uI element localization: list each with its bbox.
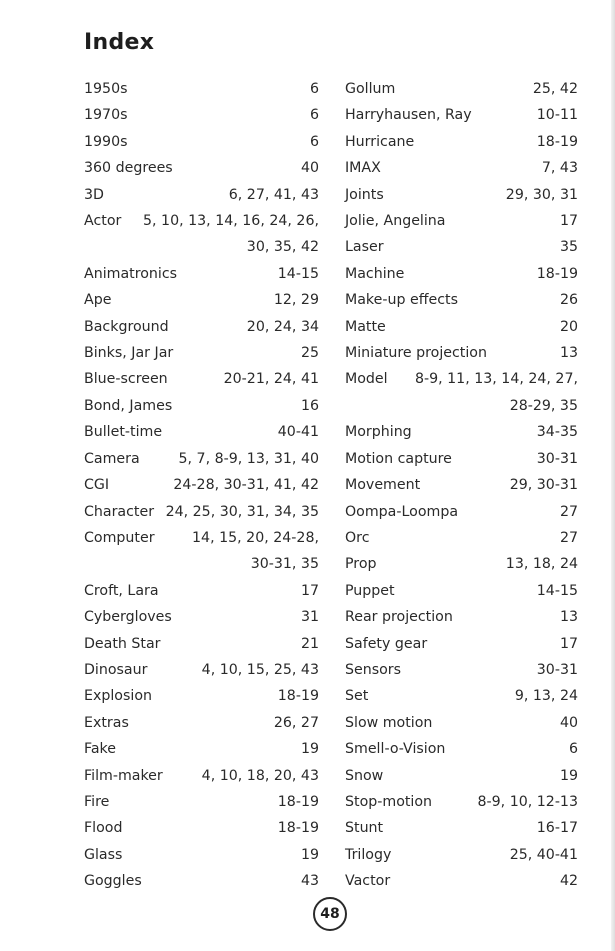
index-entry xyxy=(345,763,578,789)
index-term: Ape xyxy=(84,292,112,309)
index-page-refs: 31 xyxy=(300,609,319,626)
page-title: Index xyxy=(84,30,155,55)
index-entry xyxy=(84,842,319,868)
index-page-refs: 26 xyxy=(559,292,578,309)
index-term: Glass xyxy=(84,846,123,863)
index-term: Background xyxy=(84,318,169,335)
index-entry xyxy=(345,208,578,234)
index-page-refs: 13, 18, 24 xyxy=(505,556,578,573)
index-entry xyxy=(84,393,319,419)
index-entry xyxy=(345,129,578,155)
index-page-refs: 6 xyxy=(309,133,319,150)
index-entry xyxy=(345,366,578,419)
index-page-refs: 17 xyxy=(559,635,578,652)
index-term: Rear projection xyxy=(345,609,453,626)
index-term: Morphing xyxy=(345,424,412,441)
index-page-refs: 24-28, 30-31, 41, 42 xyxy=(173,477,319,494)
index-page-refs: 30-31 xyxy=(536,661,578,678)
index-term: Stunt xyxy=(345,820,384,837)
index-entry xyxy=(84,340,319,366)
index-page-refs: 6, 27, 41, 43 xyxy=(228,186,319,203)
index-page-refs: 16 xyxy=(300,397,319,414)
index-term: Extras xyxy=(84,714,129,731)
index-entry xyxy=(345,499,578,525)
index-entry xyxy=(84,287,319,313)
index-term: Miniature projection xyxy=(345,345,487,362)
index-entry xyxy=(84,525,319,578)
index-page-refs: 24, 25, 30, 31, 34, 35 xyxy=(165,503,319,520)
index-entry xyxy=(345,446,578,472)
index-page-refs: 14, 15, 20, 24-28, 30-31, 35 xyxy=(192,529,319,573)
index-page-refs: 8-9, 10, 12-13 xyxy=(477,793,578,810)
index-term: Model xyxy=(345,371,388,388)
index-term: Slow motion xyxy=(345,714,433,731)
index-page-refs: 14-15 xyxy=(536,582,578,599)
index-term: Computer xyxy=(84,529,155,546)
index-page-refs: 16-17 xyxy=(536,820,578,837)
index-term: Binks, Jar Jar xyxy=(84,345,174,362)
index-page-refs: 35 xyxy=(559,239,578,256)
index-term: Goggles xyxy=(84,873,142,890)
index-entry xyxy=(84,657,319,683)
index-page-refs: 4, 10, 18, 20, 43 xyxy=(201,767,319,784)
index-term: Film-maker xyxy=(84,767,163,784)
index-term: Orc xyxy=(345,529,370,546)
index-entry xyxy=(345,76,578,102)
index-entry xyxy=(345,234,578,260)
index-page-refs: 10-11 xyxy=(536,107,578,124)
index-term: 1950s xyxy=(84,81,128,97)
index-page-refs: 20, 24, 34 xyxy=(246,318,319,335)
index-page-refs: 9, 13, 24 xyxy=(514,688,578,705)
index-page-refs: 6 xyxy=(309,81,319,97)
index-entry xyxy=(84,472,319,498)
index-term: Death Star xyxy=(84,635,161,652)
index-entry xyxy=(345,631,578,657)
index-entry xyxy=(84,419,319,445)
index-entry xyxy=(84,710,319,736)
index-term: Prop xyxy=(345,556,377,573)
index-page-refs: 26, 27 xyxy=(273,714,319,731)
index-term: Smell-o-Vision xyxy=(345,741,446,758)
index-term: Set xyxy=(345,688,369,705)
index-page-refs: 18-19 xyxy=(277,688,319,705)
index-page-refs: 19 xyxy=(559,767,578,784)
index-entry xyxy=(345,710,578,736)
index-entry xyxy=(345,287,578,313)
index-page-refs: 42 xyxy=(559,873,578,890)
index-page-refs: 18-19 xyxy=(277,820,319,837)
index-term: Bullet-time xyxy=(84,424,163,441)
index-entry xyxy=(345,683,578,709)
index-term: Movement xyxy=(345,477,421,494)
index-term: 1990s xyxy=(84,133,128,150)
page-edge-shadow xyxy=(611,0,615,951)
index-entry xyxy=(84,763,319,789)
index-page-refs: 40 xyxy=(559,714,578,731)
index-entry xyxy=(345,472,578,498)
index-entry xyxy=(345,578,578,604)
index-term: Dinosaur xyxy=(84,661,148,678)
index-entry xyxy=(84,182,319,208)
index-entry xyxy=(84,499,319,525)
index-term: 360 degrees xyxy=(84,160,173,177)
index-term: Puppet xyxy=(345,582,395,599)
index-column-right xyxy=(345,76,578,895)
index-page-refs: 20-21, 24, 41 xyxy=(223,371,319,388)
index-page-refs: 19 xyxy=(300,846,319,863)
index-page-refs: 29, 30, 31 xyxy=(505,186,578,203)
index-entry xyxy=(84,789,319,815)
index-entry xyxy=(84,631,319,657)
index-page-refs: 6 xyxy=(309,107,319,124)
index-page-refs: 13 xyxy=(559,345,578,362)
index-entry xyxy=(345,868,578,894)
index-page-refs: 4, 10, 15, 25, 43 xyxy=(201,661,319,678)
index-term: Trilogy xyxy=(345,846,392,863)
index-page-refs: 20 xyxy=(559,318,578,335)
index-page-refs: 17 xyxy=(559,213,578,230)
index-entry xyxy=(84,815,319,841)
index-entry xyxy=(84,261,319,287)
index-entry xyxy=(345,314,578,340)
index-term: IMAX xyxy=(345,160,381,177)
index-term: Blue-screen xyxy=(84,371,168,388)
index-entry xyxy=(84,155,319,181)
index-entry xyxy=(84,683,319,709)
index-page-refs: 18-19 xyxy=(536,133,578,150)
index-term: Gollum xyxy=(345,81,396,97)
index-entry xyxy=(345,789,578,815)
index-entry xyxy=(84,366,319,392)
index-page-refs: 25, 42 xyxy=(532,81,578,97)
index-page-refs: 12, 29 xyxy=(273,292,319,309)
index-entry xyxy=(345,842,578,868)
index-page-refs: 14-15 xyxy=(277,265,319,282)
index-term: CGI xyxy=(84,477,110,494)
index-term: Actor xyxy=(84,213,122,230)
index-page-refs: 29, 30-31 xyxy=(509,477,578,494)
index-page-refs: 6 xyxy=(568,741,578,758)
index-term: Fake xyxy=(84,741,116,758)
index-page-refs: 25, 40-41 xyxy=(509,846,578,863)
index-term: Explosion xyxy=(84,688,152,705)
page-number-badge: 48 xyxy=(313,897,347,931)
index-term: Croft, Lara xyxy=(84,582,159,599)
index-page-refs: 25 xyxy=(300,345,319,362)
index-term: Stop-motion xyxy=(345,793,433,810)
index-entry xyxy=(345,182,578,208)
index-page-refs: 7, 43 xyxy=(541,160,578,177)
index-entry xyxy=(345,604,578,630)
index-term: 1970s xyxy=(84,107,128,124)
index-term: Harryhausen, Ray xyxy=(345,107,472,124)
index-term: Safety gear xyxy=(345,635,428,652)
index-entry xyxy=(345,155,578,181)
index-page-refs: 27 xyxy=(559,529,578,546)
index-entry xyxy=(345,525,578,551)
index-term: Motion capture xyxy=(345,450,452,467)
index-entry xyxy=(84,736,319,762)
index-page-refs: 5, 7, 8-9, 13, 31, 40 xyxy=(178,450,319,467)
index-page-refs: 13 xyxy=(559,609,578,626)
index-term: Flood xyxy=(84,820,123,837)
index-entry xyxy=(345,419,578,445)
index-entry xyxy=(345,736,578,762)
index-term: Bond, James xyxy=(84,397,173,414)
index-entry xyxy=(84,129,319,155)
index-page-refs: 40-41 xyxy=(277,424,319,441)
index-entry xyxy=(345,815,578,841)
index-term: Jolie, Angelina xyxy=(345,213,446,230)
index-term: Make-up effects xyxy=(345,292,458,309)
index-entry xyxy=(84,102,319,128)
index-entry xyxy=(84,604,319,630)
index-entry xyxy=(345,261,578,287)
index-page-refs: 27 xyxy=(559,503,578,520)
index-term: Oompa-Loompa xyxy=(345,503,459,520)
index-term: Vactor xyxy=(345,873,391,890)
index-entry xyxy=(345,657,578,683)
index-page-refs: 5, 10, 13, 14, 16, 24, 26, 30, 35, 42 xyxy=(143,213,319,256)
index-term: Laser xyxy=(345,239,384,256)
index-page-refs: 40 xyxy=(300,160,319,177)
index-page-refs: 34-35 xyxy=(536,424,578,441)
index-term: Machine xyxy=(345,265,405,282)
index-entry xyxy=(84,578,319,604)
index-term: Cybergloves xyxy=(84,609,172,626)
index-term: Snow xyxy=(345,767,384,784)
index-entry xyxy=(84,314,319,340)
index-entry xyxy=(345,102,578,128)
index-page-refs: 19 xyxy=(300,741,319,758)
index-term: 3D xyxy=(84,186,104,203)
index-page-refs: 21 xyxy=(300,635,319,652)
index-column-left xyxy=(84,76,319,895)
index-page-refs: 8-9, 11, 13, 14, 24, 27, 28-29, 35 xyxy=(414,371,578,414)
index-term: Character xyxy=(84,503,155,520)
index-page-refs: 18-19 xyxy=(277,793,319,810)
index-page-refs: 30-31 xyxy=(536,450,578,467)
index-term: Fire xyxy=(84,793,110,810)
index-term: Matte xyxy=(345,318,386,335)
index-entry xyxy=(84,868,319,894)
index-term: Hurricane xyxy=(345,133,415,150)
index-entry xyxy=(345,340,578,366)
index-entry xyxy=(84,208,319,261)
index-page-refs: 43 xyxy=(300,873,319,890)
index-term: Sensors xyxy=(345,661,402,678)
index-term: Camera xyxy=(84,450,140,467)
index-entry xyxy=(84,76,319,102)
index-entry xyxy=(84,446,319,472)
index-page-refs: 17 xyxy=(300,582,319,599)
index-page-refs: 18-19 xyxy=(536,265,578,282)
index-entry xyxy=(345,551,578,577)
index-term: Joints xyxy=(345,186,384,203)
index-term: Animatronics xyxy=(84,265,178,282)
